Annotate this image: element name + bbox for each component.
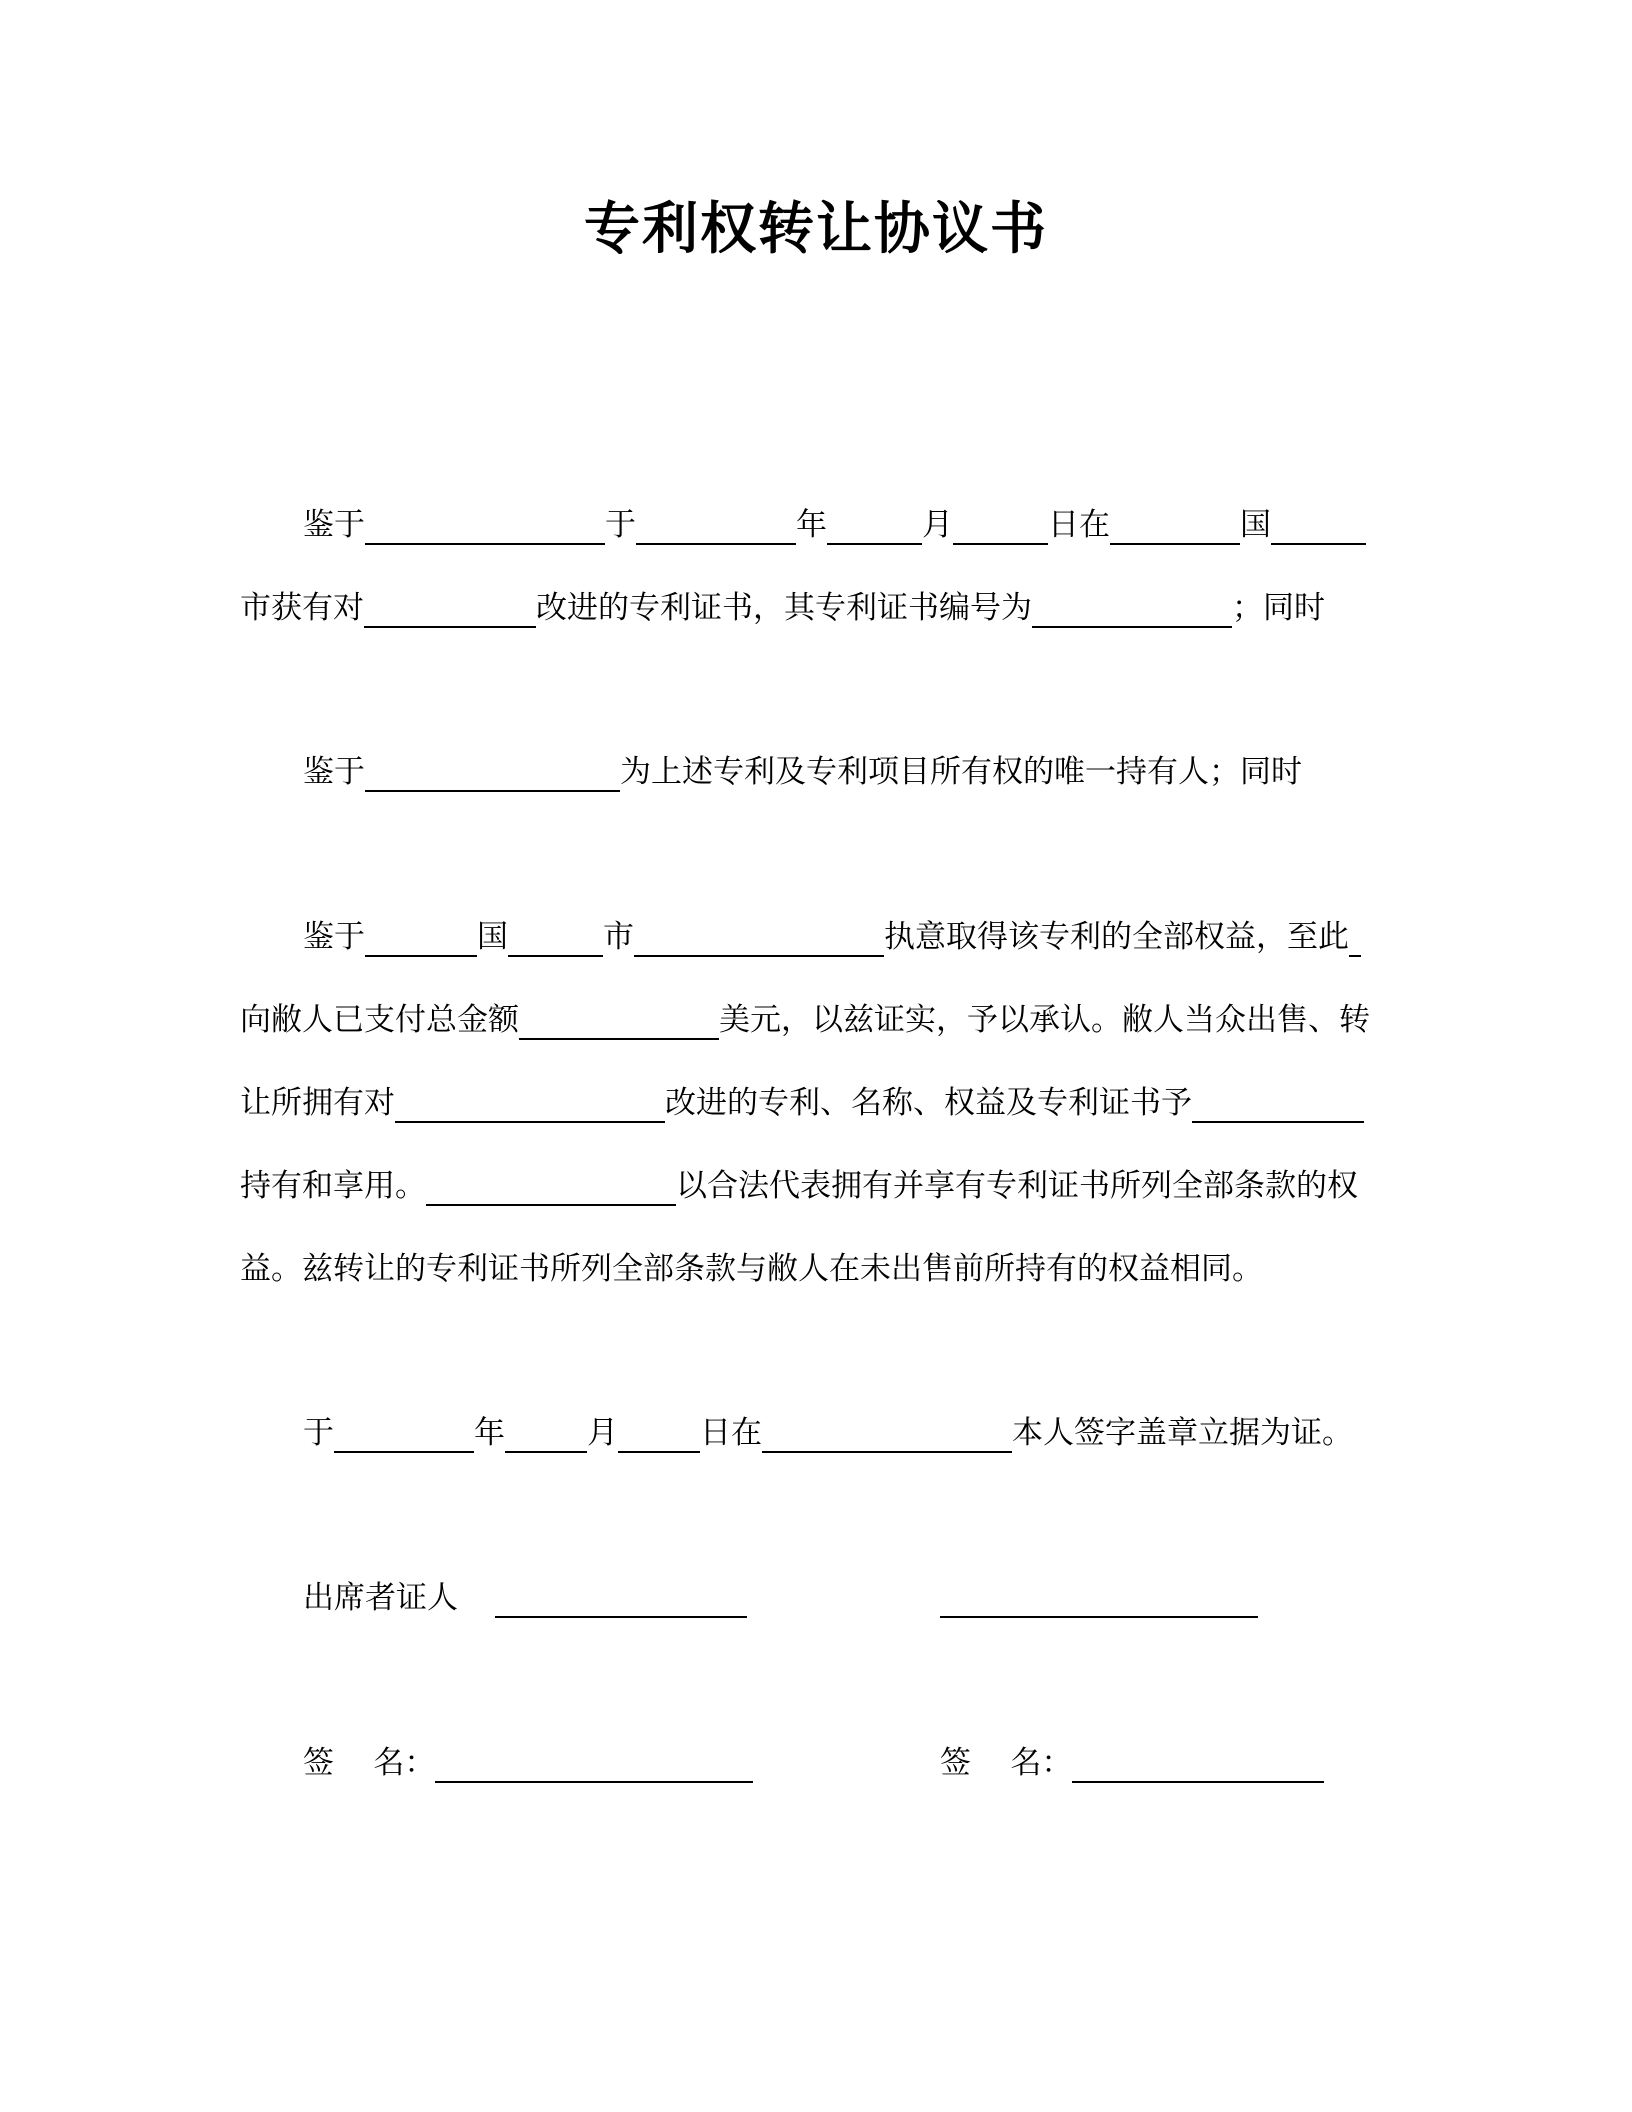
blank-field[interactable] xyxy=(953,511,1048,545)
witness-left-blank[interactable] xyxy=(495,1584,747,1618)
text: 益。兹转让的专利证书所列全部条款与敝人在未出售前所持有的权益相同。 xyxy=(240,1251,1263,1287)
paragraph-3-line-5 xyxy=(240,1249,1263,1289)
text: 持有和享用。 xyxy=(240,1168,426,1204)
text: 向敝人已支付总金额 xyxy=(240,1002,519,1038)
text: ；同时 xyxy=(1232,590,1325,626)
text: 鉴于 xyxy=(303,507,365,543)
text: 日在 xyxy=(1048,507,1110,543)
text: 年 xyxy=(796,507,827,543)
blank-field[interactable] xyxy=(634,923,884,957)
text: 鉴于 xyxy=(303,919,365,955)
signature-left xyxy=(303,1743,753,1783)
text: 于 xyxy=(605,507,636,543)
witness-label: 出席者证人 xyxy=(303,1580,458,1616)
text: 市获有对 xyxy=(240,590,364,626)
paragraph-3-line-1 xyxy=(303,917,1361,957)
blank-field[interactable] xyxy=(334,1419,474,1453)
blank-field[interactable] xyxy=(762,1419,1012,1453)
blank-field[interactable] xyxy=(618,1419,700,1453)
text: 改进的专利、名称、权益及专利证书予 xyxy=(665,1085,1192,1121)
paragraph-4-line-1 xyxy=(303,1413,1353,1453)
text: 让所拥有对 xyxy=(240,1085,395,1121)
blank-field[interactable] xyxy=(1192,1089,1364,1123)
blank-field[interactable] xyxy=(1349,923,1361,957)
text: 国 xyxy=(477,919,508,955)
text: 改进的专利证书，其专利证书编号为 xyxy=(536,590,1032,626)
text: 月 xyxy=(922,507,953,543)
paragraph-2-line-1 xyxy=(303,752,1302,792)
paragraph-3-line-4 xyxy=(240,1166,1358,1206)
text: 国 xyxy=(1240,507,1271,543)
blank-field[interactable] xyxy=(365,758,620,792)
paragraph-1-line-2 xyxy=(240,588,1325,628)
blank-field[interactable] xyxy=(364,594,536,628)
text: 日在 xyxy=(700,1415,762,1451)
text: 本人签字盖章立据为证。 xyxy=(1012,1415,1353,1451)
blank-field[interactable] xyxy=(519,1006,719,1040)
blank-field[interactable] xyxy=(365,923,477,957)
text: 年 xyxy=(474,1415,505,1451)
signature-right-blank[interactable] xyxy=(1072,1749,1324,1783)
blank-field[interactable] xyxy=(1110,511,1240,545)
text: 美元，以兹证实，予以承认。敝人当众出售、转 xyxy=(719,1002,1370,1038)
paragraph-1-line-1 xyxy=(303,505,1366,545)
blank-field[interactable] xyxy=(1032,594,1232,628)
text: 鉴于 xyxy=(303,754,365,790)
blank-field[interactable] xyxy=(1271,511,1366,545)
text: 月 xyxy=(587,1415,618,1451)
blank-field[interactable] xyxy=(505,1419,587,1453)
signature-label-left: 签 名： xyxy=(303,1745,436,1781)
text: 市 xyxy=(603,919,634,955)
text: 于 xyxy=(303,1415,334,1451)
text: 执意取得该专利的全部权益，至此 xyxy=(884,919,1349,955)
signature-label-right: 签 名： xyxy=(940,1745,1073,1781)
signature-right xyxy=(940,1743,1324,1783)
blank-field[interactable] xyxy=(426,1172,676,1206)
signature-left-blank[interactable] xyxy=(435,1749,753,1783)
paragraph-3-line-3 xyxy=(240,1083,1364,1123)
witness-right-blank[interactable] xyxy=(940,1584,1258,1618)
blank-field[interactable] xyxy=(636,511,796,545)
blank-field[interactable] xyxy=(365,511,605,545)
blank-field[interactable] xyxy=(395,1089,665,1123)
document-title: 专利权转让协议书 xyxy=(584,197,1048,262)
blank-field[interactable] xyxy=(827,511,922,545)
paragraph-3-line-2 xyxy=(240,1000,1370,1040)
blank-field[interactable] xyxy=(508,923,603,957)
witness-line xyxy=(303,1578,458,1618)
text: 为上述专利及专利项目所有权的唯一持有人；同时 xyxy=(620,754,1302,790)
text: 以合法代表拥有并享有专利证书所列全部条款的权 xyxy=(676,1168,1358,1204)
